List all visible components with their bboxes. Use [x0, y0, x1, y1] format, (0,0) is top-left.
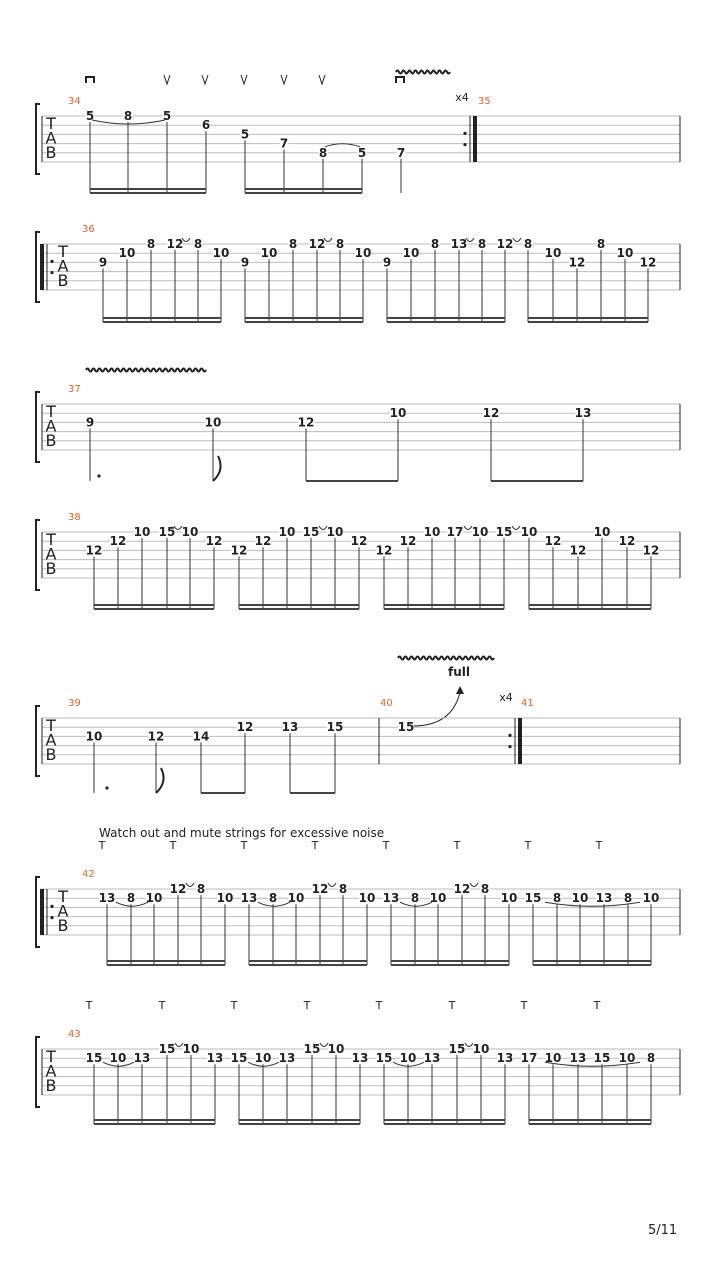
fret-number: 15	[375, 1051, 393, 1066]
fret-number: 10	[389, 406, 407, 421]
fret-number: 8	[646, 1051, 656, 1066]
fret-number: 13	[595, 891, 613, 906]
tab-clef-letter: B	[45, 431, 57, 450]
fret-number: 13	[574, 406, 592, 421]
downstroke-symbol	[86, 77, 94, 83]
fret-number: 7	[279, 136, 289, 151]
repeat-dot	[463, 143, 466, 146]
system-brace	[36, 877, 40, 947]
fret-number: 10	[85, 729, 103, 744]
fret-number: 8	[146, 237, 156, 251]
measure-number: 36	[82, 224, 95, 235]
tab-system	[36, 1029, 680, 1124]
fret-number: 15	[302, 525, 320, 539]
fret-number: 8	[288, 237, 298, 251]
fret-number: 5	[85, 109, 95, 123]
fret-number: 8	[196, 882, 206, 896]
hammer-on-mark	[328, 883, 336, 887]
measure-number: 39	[68, 698, 81, 709]
tap-marker: T	[158, 999, 166, 1012]
fret-number: 8	[410, 891, 420, 906]
tab-clef-letter: B	[57, 271, 69, 290]
fret-number: 12	[236, 720, 254, 735]
measure-number: 43	[68, 1029, 81, 1040]
fret-number: 15	[158, 1042, 176, 1056]
fret-number: 13	[133, 1051, 151, 1066]
dotted-note-dot	[105, 786, 108, 789]
fret-number: 10	[204, 415, 222, 430]
fret-number: 12	[230, 543, 248, 558]
fret-number: 10	[571, 891, 589, 906]
tap-marker: T	[98, 839, 106, 852]
tab-clef-letter: B	[45, 1076, 57, 1095]
fret-number: 13	[569, 1051, 587, 1066]
tab-clef-letter: A	[57, 256, 69, 276]
fret-number: 15	[524, 891, 542, 906]
tab-clef-letter: A	[45, 416, 57, 436]
fret-number: 13	[281, 720, 299, 735]
tab-clef-letter: A	[45, 730, 57, 750]
tap-marker: T	[375, 999, 383, 1012]
bend-arrowhead	[456, 686, 464, 694]
fret-number: 13	[450, 237, 468, 251]
repeat-dot	[463, 132, 466, 135]
fret-number: 12	[308, 237, 326, 251]
tab-system	[36, 384, 680, 481]
fret-number: 5	[162, 109, 172, 123]
fret-number: 12	[642, 543, 660, 558]
fret-number: 12	[254, 534, 272, 549]
measure-number: 34	[68, 96, 81, 107]
fret-number: 12	[166, 237, 184, 251]
fret-number: 12	[399, 534, 417, 549]
tab-clef-letter: T	[46, 1047, 56, 1066]
fret-number: 10	[254, 1051, 272, 1066]
fret-number: 8	[335, 237, 345, 251]
bend-curve	[413, 692, 460, 726]
fret-number: 12	[85, 543, 103, 558]
fret-number: 14	[192, 729, 210, 744]
tab-clef-letter: T	[46, 402, 56, 421]
fret-number: 15	[397, 720, 415, 735]
tablature-systems	[36, 71, 680, 1125]
upstroke-symbol	[319, 75, 325, 84]
fret-number: 10	[472, 1042, 490, 1056]
vibrato-mark	[396, 71, 450, 74]
fret-number: 8	[623, 891, 633, 906]
fret-number: 15	[303, 1042, 321, 1056]
vibrato-mark	[86, 369, 206, 372]
tap-marker: T	[453, 839, 461, 852]
fret-number: 15	[230, 1051, 248, 1066]
vibrato-mark	[398, 657, 494, 660]
hammer-on-mark	[186, 883, 194, 887]
tap-marker: T	[85, 999, 93, 1012]
measure-number: 42	[82, 869, 95, 880]
fret-number: 10	[354, 246, 372, 261]
fret-number: 12	[350, 534, 368, 549]
fret-number: 12	[297, 415, 315, 430]
page-number: 5/11	[648, 1223, 678, 1238]
fret-number: 13	[423, 1051, 441, 1066]
fret-number: 9	[382, 255, 392, 270]
fret-number: 8	[480, 882, 490, 896]
tab-system	[36, 698, 680, 793]
fret-number: 8	[338, 882, 348, 896]
tap-marker: T	[303, 999, 311, 1012]
fret-number: 10	[429, 891, 447, 906]
fret-number: 15	[593, 1051, 611, 1066]
note-flag	[213, 456, 221, 481]
tab-clef-letter: A	[45, 544, 57, 564]
fret-number: 10	[216, 891, 234, 906]
tab-system	[36, 869, 680, 965]
system-brace	[36, 1037, 40, 1107]
fret-number: 15	[495, 525, 513, 539]
fret-number: 13	[382, 891, 400, 906]
system-brace	[36, 104, 40, 174]
system-brace	[36, 520, 40, 590]
fret-number: 12	[109, 534, 127, 549]
tap-marker: T	[524, 839, 532, 852]
dotted-note-dot	[97, 474, 100, 477]
fret-number: 10	[212, 246, 230, 261]
fret-number: 10	[616, 246, 634, 261]
fret-number: 10	[326, 525, 344, 539]
fret-number: 12	[639, 255, 657, 270]
fret-number: 10	[520, 525, 538, 539]
fret-number: 10	[500, 891, 518, 906]
fret-number: 10	[182, 1042, 200, 1056]
fret-number: 10	[181, 525, 199, 539]
fret-number: 8	[523, 237, 533, 251]
measure-number: 38	[68, 512, 81, 523]
slur	[325, 144, 360, 147]
tab-clef-letter: B	[45, 745, 57, 764]
tab-clef-letter: T	[46, 114, 56, 133]
downstroke-symbol	[396, 77, 404, 83]
fret-number: 12	[205, 534, 223, 549]
fret-number: 17	[520, 1051, 538, 1066]
fret-number: 15	[326, 720, 344, 735]
tab-clef-letter: T	[58, 887, 68, 906]
measure-number: 37	[68, 384, 81, 395]
tap-marker: T	[595, 839, 603, 852]
fret-number: 8	[193, 237, 203, 251]
system-brace	[36, 392, 40, 462]
tap-marker: T	[520, 999, 528, 1012]
fret-number: 9	[85, 415, 95, 430]
fret-number: 15	[85, 1051, 103, 1066]
tap-marker: T	[593, 999, 601, 1012]
repeat-dot	[50, 916, 53, 919]
fret-number: 10	[287, 891, 305, 906]
tab-clef-letter: B	[57, 916, 69, 935]
fret-number: 15	[158, 525, 176, 539]
fret-number: 12	[375, 543, 393, 558]
fret-number: 12	[453, 882, 471, 896]
system-brace	[36, 232, 40, 302]
note-flag	[156, 768, 164, 793]
fret-number: 9	[98, 255, 108, 270]
fret-number: 8	[318, 145, 328, 160]
hammer-on-mark	[513, 238, 521, 242]
fret-number: 13	[98, 891, 116, 906]
repeat-dot	[508, 734, 511, 737]
fret-number: 10	[399, 1051, 417, 1066]
fret-number: 13	[496, 1051, 514, 1066]
fret-number: 13	[206, 1051, 224, 1066]
fret-number: 13	[351, 1051, 369, 1066]
tap-marker: T	[169, 839, 177, 852]
fret-number: 12	[569, 543, 587, 558]
fret-number: 12	[169, 882, 187, 896]
fret-number: 10	[327, 1042, 345, 1056]
repeat-dot	[50, 905, 53, 908]
fret-number: 12	[496, 237, 514, 251]
fret-number: 13	[240, 891, 258, 906]
fret-number: 12	[311, 882, 329, 896]
fret-number: 8	[477, 237, 487, 251]
fret-number: 15	[448, 1042, 466, 1056]
hammer-on-mark	[470, 883, 478, 887]
tab-clef-letter: A	[57, 901, 69, 921]
tab-clef-letter: A	[45, 128, 57, 148]
fret-number: 5	[240, 127, 250, 142]
tab-clef-letter: T	[46, 716, 56, 735]
tap-marker: T	[382, 839, 390, 852]
fret-number: 8	[596, 237, 606, 251]
fret-number: 8	[126, 891, 136, 906]
upstroke-symbol	[164, 75, 170, 84]
fret-number: 10	[358, 891, 376, 906]
fret-number: 10	[402, 246, 420, 261]
fret-number: 8	[552, 891, 562, 906]
measure-number: 41	[521, 698, 534, 709]
tap-marker: T	[311, 839, 319, 852]
fret-number: 10	[423, 525, 441, 539]
tab-system	[36, 512, 680, 609]
tap-marker: T	[230, 999, 238, 1012]
fret-number: 10	[593, 525, 611, 539]
fret-number: 10	[133, 525, 151, 539]
measure-number: 40	[380, 698, 393, 709]
fret-number: 10	[642, 891, 660, 906]
tab-clef-letter: T	[58, 242, 68, 261]
fret-number: 6	[201, 118, 211, 133]
tab-system	[36, 224, 680, 322]
upstroke-symbol	[241, 75, 247, 84]
fret-number: 10	[544, 246, 562, 261]
bend-label: full	[448, 665, 470, 679]
tap-marker: T	[240, 839, 248, 852]
fret-number: 10	[118, 246, 136, 261]
fret-number: 17	[446, 525, 464, 539]
fret-number: 8	[268, 891, 278, 906]
fret-number: 10	[618, 1051, 636, 1066]
upstroke-symbol	[281, 75, 287, 84]
fret-number: 12	[568, 255, 586, 270]
repeat-dot	[508, 745, 511, 748]
measure-number: 35	[478, 96, 491, 107]
fret-number: 13	[278, 1051, 296, 1066]
fret-number: 8	[430, 237, 440, 251]
repeat-dot	[50, 260, 53, 263]
fret-number: 5	[357, 145, 367, 160]
tab-clef-letter: T	[46, 530, 56, 549]
fret-number: 10	[471, 525, 489, 539]
tap-marker: T	[448, 999, 456, 1012]
note-text: Watch out and mute strings for excessive noise	[99, 826, 385, 840]
tab-system	[36, 96, 680, 193]
system-brace	[36, 706, 40, 776]
fret-number: 12	[482, 406, 500, 421]
fret-number: 10	[260, 246, 278, 261]
fret-number: 10	[278, 525, 296, 539]
fret-number: 10	[109, 1051, 127, 1066]
fret-number: 10	[544, 1051, 562, 1066]
fret-number: 9	[240, 255, 250, 270]
fret-number: 8	[123, 109, 133, 123]
hammer-on-mark	[512, 526, 520, 530]
repeat-count: x4	[455, 91, 469, 104]
fret-number: 12	[147, 729, 165, 744]
fret-number: 12	[544, 534, 562, 549]
upstroke-symbol	[202, 75, 208, 84]
fret-number: 12	[618, 534, 636, 549]
repeat-count: x4	[499, 691, 513, 704]
fret-number: 10	[145, 891, 163, 906]
fret-number: 7	[396, 145, 406, 160]
repeat-dot	[50, 271, 53, 274]
tab-clef-letter: B	[45, 559, 57, 578]
tab-clef-letter: B	[45, 143, 57, 162]
tab-clef-letter: A	[45, 1061, 57, 1081]
